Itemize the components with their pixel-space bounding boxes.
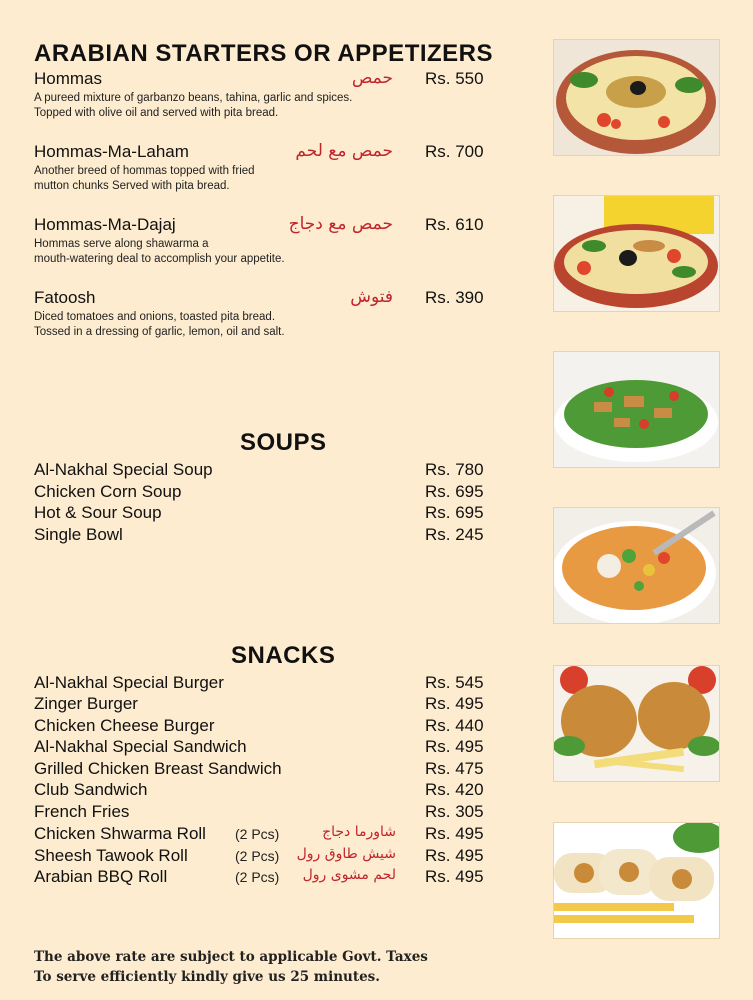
item-arabic-name: حمص [351,68,393,88]
item-description-line: Topped with olive oil and served with pita bread. [34,107,279,119]
item-quantity: (2 Pcs) [235,826,280,842]
item-price: Rs. 420 [425,780,484,799]
item-price: Rs. 545 [425,673,484,692]
item-price: Rs. 780 [425,460,484,479]
item-name: Chicken Cheese Burger [34,716,215,735]
item-name: Al-Nakhal Special Soup [34,460,213,479]
item-description-line: Diced tomatoes and onions, toasted pita bread. [34,311,276,323]
item-price: Rs. 495 [425,824,484,843]
item-arabic-name: شاورما دجاج [322,824,396,840]
item-name: Hot & Sour Soup [34,503,162,522]
item-description-line: Another breed of hommas topped with fried [34,165,255,177]
item-price: Rs. 695 [425,503,484,522]
item-name: Sheesh Tawook Roll [34,846,188,865]
item-price: Rs. 495 [425,694,484,713]
item-price: Rs. 495 [425,846,484,865]
item-name: Al-Nakhal Special Sandwich [34,737,247,756]
item-name: Zinger Burger [34,694,138,713]
item-name: Al-Nakhal Special Burger [34,673,224,692]
item-quantity: (2 Pcs) [235,869,280,885]
item-price: Rs. 495 [425,867,484,886]
item-name: French Fries [34,802,130,821]
item-name: Chicken Shwarma Roll [34,824,206,843]
item-arabic-name: حمص مع دجاج [288,214,393,234]
item-price: Rs. 695 [425,482,484,501]
item-quantity: (2 Pcs) [235,848,280,864]
item-description [34,164,255,194]
item-price: Rs. 610 [425,215,484,234]
item-arabic-name: فتوش [350,287,393,307]
fatoosh-photo [553,351,720,468]
footer-note-taxes: The above rate are subject to applicable Govt. Taxes [34,949,428,965]
item-description-line: A pureed mixture of garbanzo beans, tahina, garlic and spices. [34,92,353,104]
footer-note-wait-time: To serve efficiently kindly give us 25 minutes. [34,969,380,985]
item-price: Rs. 305 [425,802,484,821]
hommas-photo [553,39,720,156]
item-price: Rs. 700 [425,142,484,161]
item-price: Rs. 390 [425,288,484,307]
item-name: Hommas-Ma-Laham [34,142,189,161]
item-price: Rs. 550 [425,69,484,88]
item-description-line: mouth-watering deal to accomplish your appetite. [34,253,285,265]
item-price: Rs. 495 [425,737,484,756]
soup-photo [553,507,720,624]
item-name: Fatoosh [34,288,96,307]
item-price: Rs. 475 [425,759,484,778]
item-price: Rs. 245 [425,525,484,544]
item-description [34,91,352,121]
item-description-line: Hommas serve along shawarma a [34,238,209,250]
item-description-line: mutton chunks Served with pita bread. [34,180,230,192]
starters-title: ARABIAN STARTERS OR APPETIZERS [34,40,494,67]
item-name: Hommas-Ma-Dajaj [34,215,176,234]
burger-photo [553,665,720,782]
item-name: Arabian BBQ Roll [34,867,168,886]
item-name: Grilled Chicken Breast Sandwich [34,759,282,778]
roll-photo [553,822,720,939]
item-name: Club Sandwich [34,780,148,799]
item-arabic-name: لحم مشوی رول [302,867,396,883]
hommas-dajaj-photo [553,195,720,312]
soups-title: SOUPS [240,429,327,456]
item-name: Single Bowl [34,525,123,544]
item-name: Chicken Corn Soup [34,482,182,501]
item-name: Hommas [34,69,103,88]
item-arabic-name: شیش طاوق رول [296,846,396,862]
item-description [34,310,285,340]
snacks-title: SNACKS [231,642,336,669]
item-description [34,237,285,267]
item-price: Rs. 440 [425,716,484,735]
item-description-line: Tossed in a dressing of garlic, lemon, oil and salt. [34,326,285,338]
item-arabic-name: حمص مع لحم [295,141,393,161]
